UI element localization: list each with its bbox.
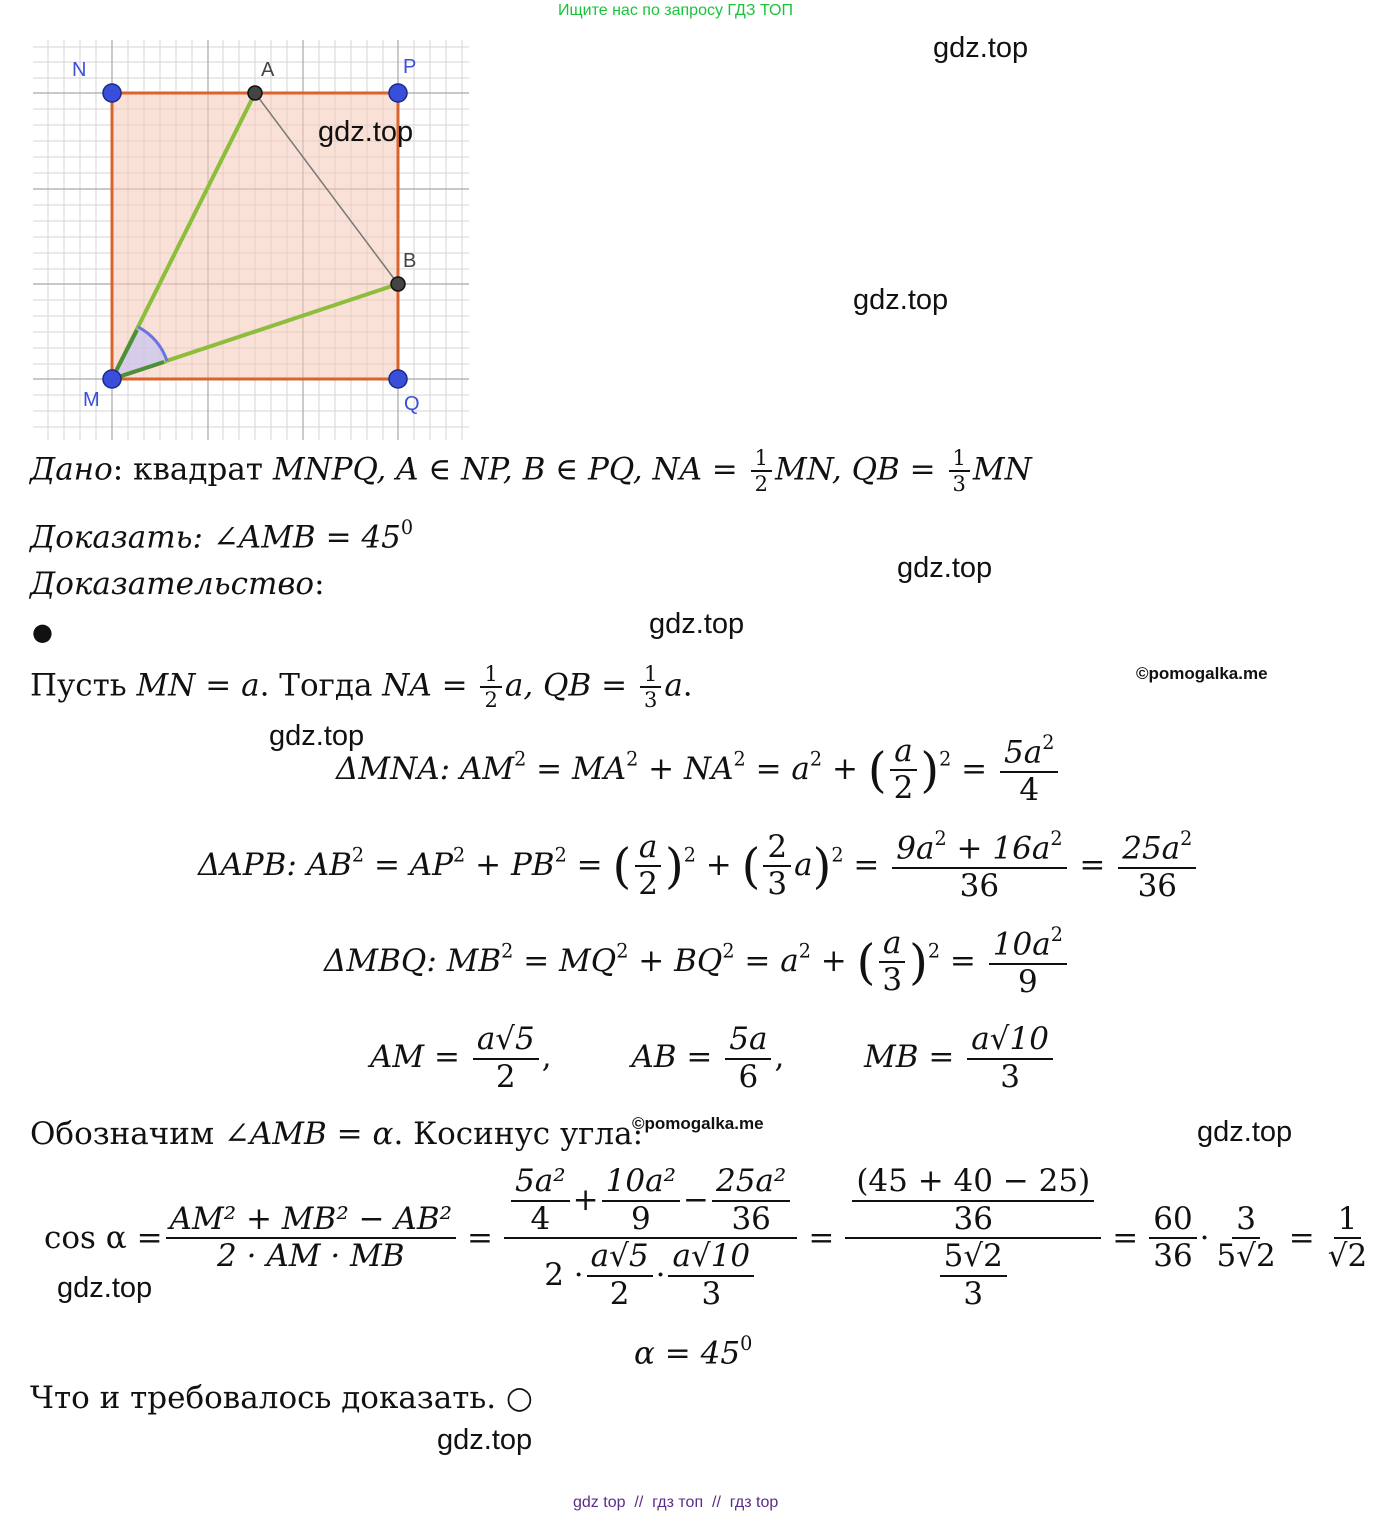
conclusion: Что и требовалось доказать. ○: [30, 1380, 533, 1416]
point-a: [248, 86, 262, 100]
point-q: [389, 370, 407, 388]
label-n: N: [72, 59, 87, 81]
watermark: gdz.top: [649, 608, 745, 640]
watermark: gdz.top: [1197, 1116, 1293, 1148]
alpha-result: $\alpha = 45^0$: [634, 1332, 753, 1372]
equation-mbq: ΔMBQ: $MB^2 = MQ^2 + BQ^2 = a^2$ + ( $\frac{a}{3}$ )$^2$ = $\frac{10a^2}{9}$: [324, 924, 1070, 1001]
watermark: gdz.top: [897, 552, 993, 584]
label-q: Q: [404, 393, 420, 415]
copyright-mark: ©pomogalka.me: [1136, 664, 1268, 683]
equation-mna: ΔMNA: $AM^2 = MA^2 + NA^2 = a^2$ + ( $\frac{a}{2}$ )$^2$ = $\frac{5a^2}{4}$: [336, 732, 1061, 809]
footer-links[interactable]: gdz top // гдз топ // гдз top: [573, 1494, 779, 1511]
watermark: gdz.top: [318, 116, 414, 148]
watermark: gdz.top: [57, 1272, 153, 1304]
watermark: gdz.top: [269, 720, 365, 752]
lengths-line: AM = $\frac{a√5}{2}$ , AB = $\frac{5a}{6}$ , MB = $\frac{a√10}{3}$: [370, 1022, 1056, 1095]
equation-apb: ΔAPB: $AB^2 = AP^2 + PB^2$ = ( $\frac{a}{2}$ )$^2$ + ( $\frac{2}{3}$ a)$^2$ = $\frac{9a^2 + 16a^2}{36}$ = $\frac{25a^2}{36}$: [198, 828, 1199, 905]
prove-line: Доказать: ∠AMB = $45^0$: [30, 516, 414, 556]
given-label: Дано: [30, 451, 113, 488]
point-m: [103, 370, 121, 388]
label-b: B: [403, 250, 417, 272]
watermark: gdz.top: [437, 1424, 533, 1456]
copyright-mark: ©pomogalka.me: [632, 1114, 764, 1133]
cosine-equation: cos α = $\frac{\text{AM² + MB² − AB²}}{2 \cdot AM \cdot MB}$ = 5a² 4 + $\frac{\text{10a²}}{9}$ − $\frac{\text{25a²}}{36}$ 2 · a√5 2 · a√10 3 = (45 + 40 − 25) 36 5√2 3 = $\frac{60}{36}$ · $\frac{3}{5√2}$ = $\frac{1}{√2}$: [44, 1163, 1368, 1312]
label-m: M: [83, 389, 100, 411]
geometry-figure: [33, 40, 469, 440]
given-line: Дано: квадрат MNPQ, A ∈ NP, B ∈ PQ, NA = $\frac{1}{2}$ MN, QB = $\frac{1}{3}$ MN: [30, 446, 1032, 497]
watermark: gdz.top: [933, 32, 1029, 64]
proof-heading: Доказательство:: [30, 566, 325, 602]
denote-line: Обозначим ∠AMB = α. Косинус угла:: [30, 1116, 644, 1152]
watermark: gdz.top: [853, 284, 949, 316]
bullet: ●: [32, 618, 53, 646]
prove-label: Доказать: [30, 519, 193, 556]
top-banner: Ищите нас по запросу ГДЗ ТОП: [558, 2, 793, 19]
label-a: A: [261, 59, 275, 81]
point-p: [389, 84, 407, 102]
point-n: [103, 84, 121, 102]
label-p: P: [403, 56, 417, 78]
let-line: Пусть MN = a. Тогда NA = $\frac{1}{2}$ a, QB = $\frac{1}{3}$ a.: [30, 662, 693, 713]
point-b: [391, 277, 405, 291]
